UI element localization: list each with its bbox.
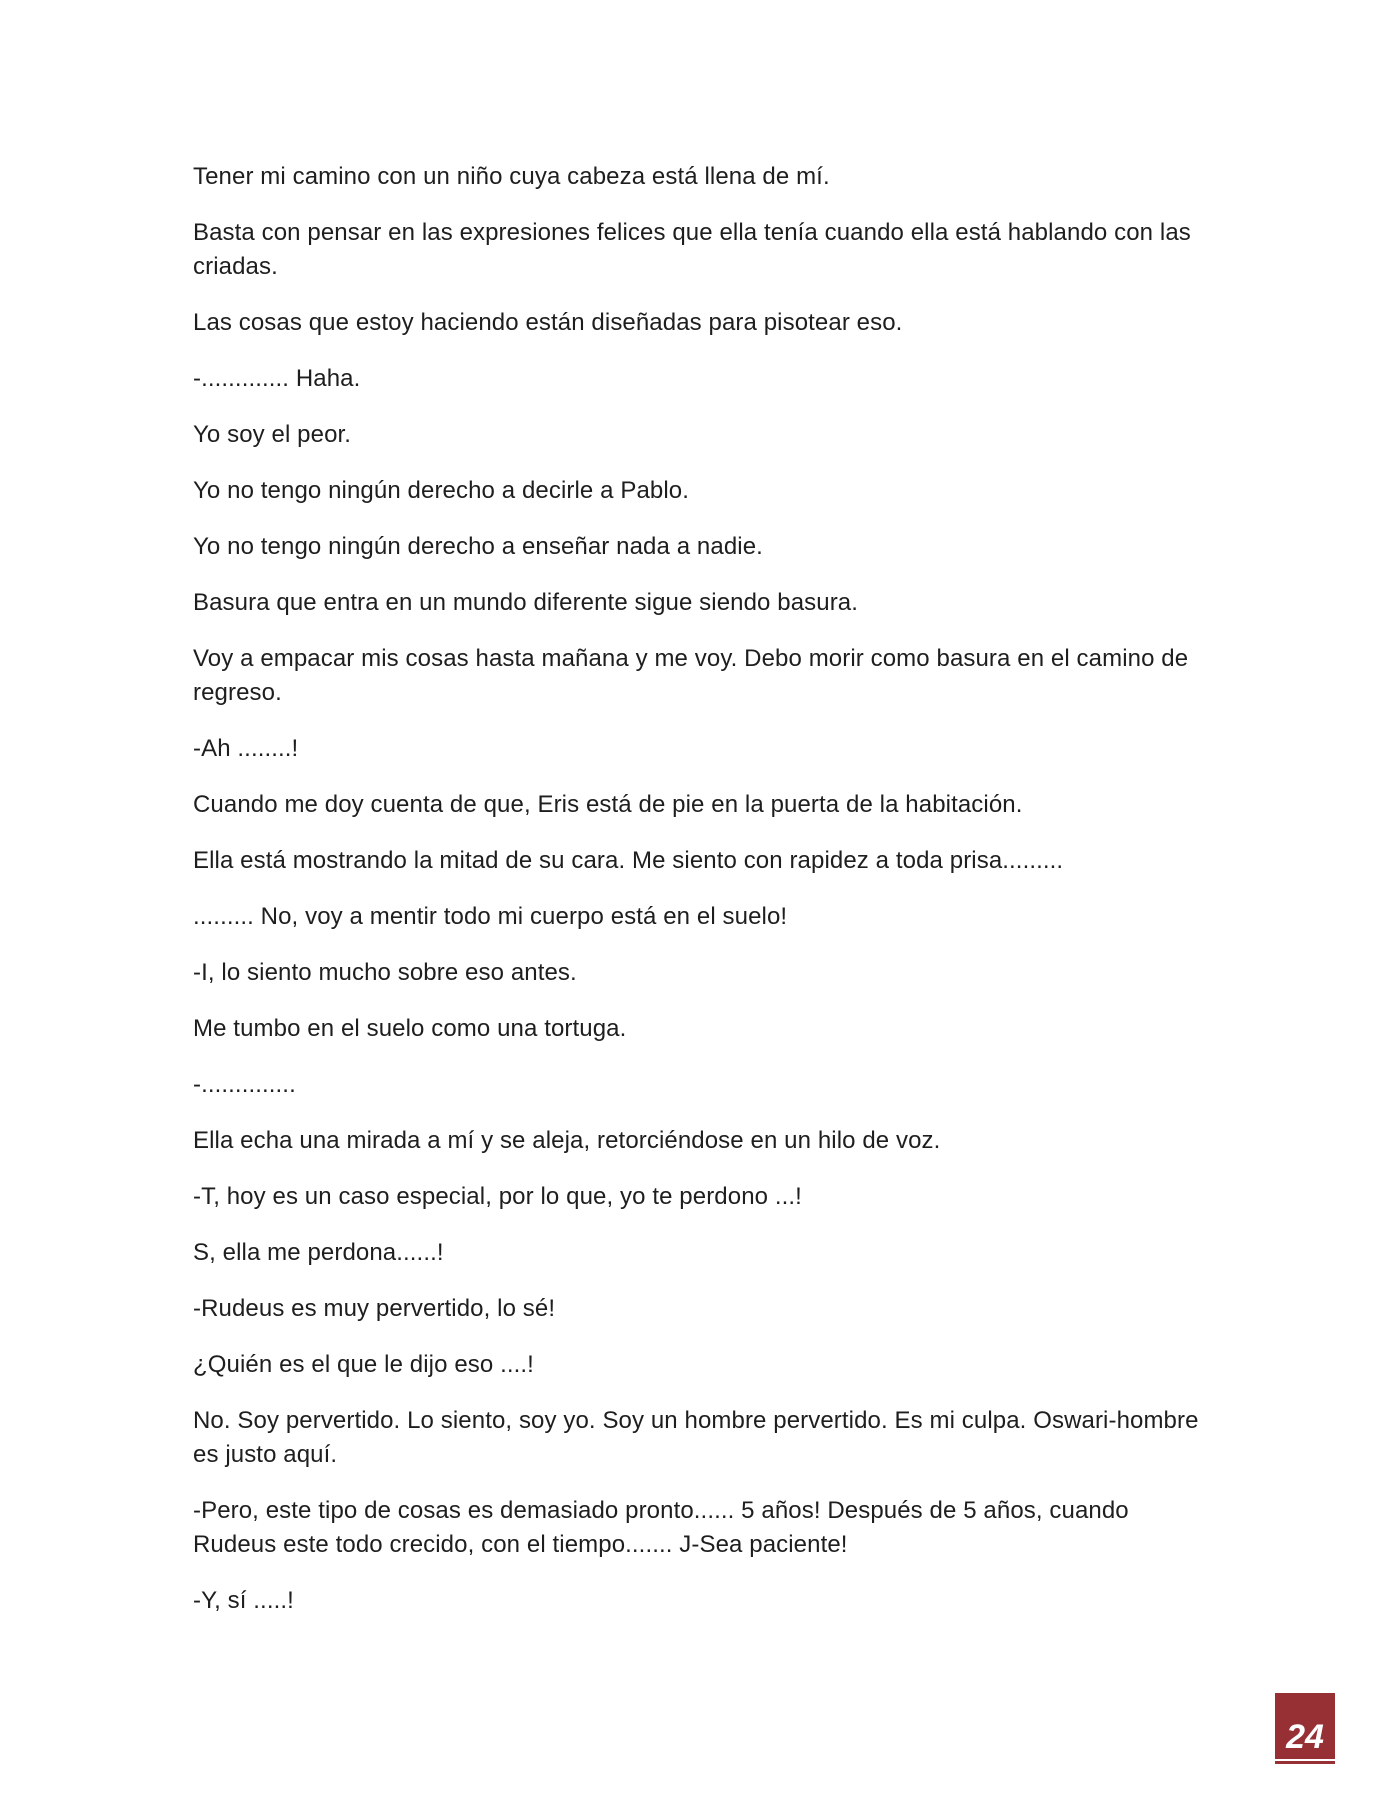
paragraph: -............. Haha. [193, 365, 361, 392]
paragraph: -T, hoy es un caso especial, por lo que, yo te perdono ...! [193, 1183, 802, 1210]
paragraph: Yo no tengo ningún derecho a enseñar nada a nadie. [193, 533, 763, 560]
document-body [193, 160, 1203, 1640]
paragraph: No. Soy pervertido. Lo siento, soy yo. Soy un hombre pervertido. Es mi culpa. Oswari-hombre es justo aquí. [193, 1407, 1199, 1468]
paragraph: -Ah ........! [193, 735, 299, 762]
paragraph: -Y, sí .....! [193, 1587, 294, 1614]
paragraph: Me tumbo en el suelo como una tortuga. [193, 1015, 627, 1042]
paragraph: -Pero, este tipo de cosas es demasiado pronto...... 5 años! Después de 5 años, cuando Rudeus este todo crecido, con el tiempo....... J-Sea paciente! [193, 1497, 1129, 1558]
paragraph: Voy a empacar mis cosas hasta mañana y me voy. Debo morir como basura en el camino de regreso. [193, 645, 1189, 706]
paragraph: Tener mi camino con un niño cuya cabeza está llena de mí. [193, 163, 830, 190]
page-number-underline [1275, 1761, 1335, 1764]
paragraph: Basta con pensar en las expresiones felices que ella tenía cuando ella está hablando con las criadas. [193, 219, 1191, 280]
paragraph: Ella echa una mirada a mí y se aleja, retorciéndose en un hilo de voz. [193, 1127, 941, 1154]
paragraph: ¿Quién es el que le dijo eso ....! [193, 1351, 534, 1378]
paragraph: Yo soy el peor. [193, 421, 352, 448]
page-number-badge [1275, 1693, 1335, 1763]
page-number: 24 [1286, 1718, 1324, 1756]
paragraph: S, ella me perdona......! [193, 1239, 444, 1266]
paragraph: -.............. [193, 1071, 296, 1098]
paragraph: Basura que entra en un mundo diferente sigue siendo basura. [193, 589, 859, 616]
paragraph: Yo no tengo ningún derecho a decirle a Pablo. [193, 477, 689, 504]
paragraph: Cuando me doy cuenta de que, Eris está de pie en la puerta de la habitación. [193, 791, 1023, 818]
paragraph: -I, lo siento mucho sobre eso antes. [193, 959, 577, 986]
paragraph: -Rudeus es muy pervertido, lo sé! [193, 1295, 556, 1322]
paragraph: Las cosas que estoy haciendo están diseñadas para pisotear eso. [193, 309, 903, 336]
paragraph: Ella está mostrando la mitad de su cara. Me siento con rapidez a toda prisa......... [193, 847, 1064, 874]
paragraph: ......... No, voy a mentir todo mi cuerpo está en el suelo! [193, 903, 788, 930]
